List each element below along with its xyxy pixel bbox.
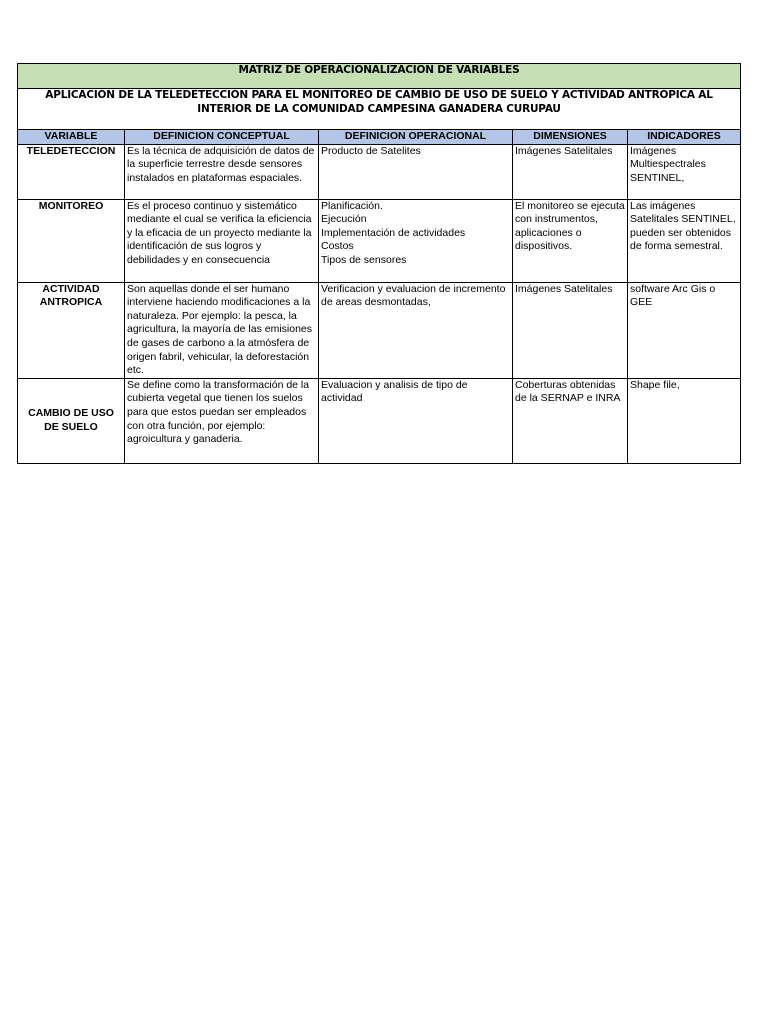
cell-conceptual: Son aquellas donde el ser humano interviene haciendo modificaciones a la naturaleza. Por ejemplo: la pesca, la agricultura, la mayoría de las emisiones de gases de carbono a la atmósfera de origen fabril, vehicular, la deforestación etc. [125,282,319,378]
header-dimensiones: DIMENSIONES [513,130,628,145]
column-header-row [18,130,741,145]
cell-dimensiones: Coberturas obtenidas de la SERNAP e INRA [513,378,628,463]
cell-indicadores: Las imágenes Satelitales SENTINEL, pueden ser obtenidos de forma semestral. [628,199,741,282]
cell-conceptual: Se define como la transformación de la cubierta vegetal que tienen los suelos para que estos puedan ser empleados con otra función, por ejemplo: agroicultura y ganaderia. [125,378,319,463]
project-row [18,89,741,130]
cell-operacional [319,144,513,199]
cell-dimensiones: Imágenes Satelitales [513,144,628,199]
cell-indicadores: Shape file, [628,378,741,463]
operacional-item: Tipos de sensores [321,253,407,266]
operationalization-matrix-table [17,63,741,464]
cell-conceptual: Es el proceso continuo y sistemático mediante el cual se verifica la eficiencia y la eficacia de un proyecto mediante la identificación de sus logros y debilidades y en consecuencia [125,199,319,282]
cell-dimensiones: Imágenes Satelitales [513,282,628,378]
table-row [18,378,741,463]
cell-indicadores: Imágenes Multiespectrales SENTINEL, [628,144,741,199]
operacional-item: Costos [321,240,354,253]
cell-variable: MONITOREO [18,199,125,282]
operacional-item: Implementación de actividades [321,226,466,239]
operacional-item: Planificación. [321,199,383,212]
table-row [18,144,741,199]
header-variable: VARIABLE [18,130,125,145]
cell-dimensiones: El monitoreo se ejecuta con instrumentos, aplicaciones o dispositivos. [513,199,628,282]
matrix-title: MATRIZ DE OPERACIONALIZACION DE VARIABLES [18,64,741,89]
operacional-item: Ejecución [321,213,367,226]
operacional-item: Evaluacion y analisis de tipo de actividad [321,378,468,405]
operationalization-matrix-sheet [17,63,740,464]
project-title: APLICACIÓN DE LA TELEDETECCIÓN PARA EL MONITOREO DE CAMBIO DE USO DE SUELO Y ACTIVIDAD ANTROPICA AL INTERIOR DE LA COMUNIDAD CAMPESINA GANADERA CURUPAU [18,89,741,130]
cell-conceptual: Es la técnica de adquisición de datos de la superficie terrestre desde sensores instalados en plataformas espaciales. [125,144,319,199]
table-row [18,199,741,282]
cell-operacional [319,199,513,282]
title-row [18,64,741,89]
cell-operacional [319,378,513,463]
cell-variable: TELEDETECCION [18,144,125,199]
cell-operacional [319,282,513,378]
table-row [18,282,741,378]
operacional-item: Producto de Satelites [321,144,421,157]
cell-variable: CAMBIO DE USO DE SUELO [18,378,125,463]
cell-variable: ACTIVIDAD ANTROPICA [18,282,125,378]
header-definicion-operacional: DEFINICION OPERACIONAL [319,130,513,145]
header-definicion-conceptual: DEFINICION CONCEPTUAL [125,130,319,145]
header-indicadores: INDICADORES [628,130,741,145]
operacional-item: Verificacion y evaluacion de incremento de areas desmontadas, [321,282,506,309]
cell-indicadores: software Arc Gis o GEE [628,282,741,378]
